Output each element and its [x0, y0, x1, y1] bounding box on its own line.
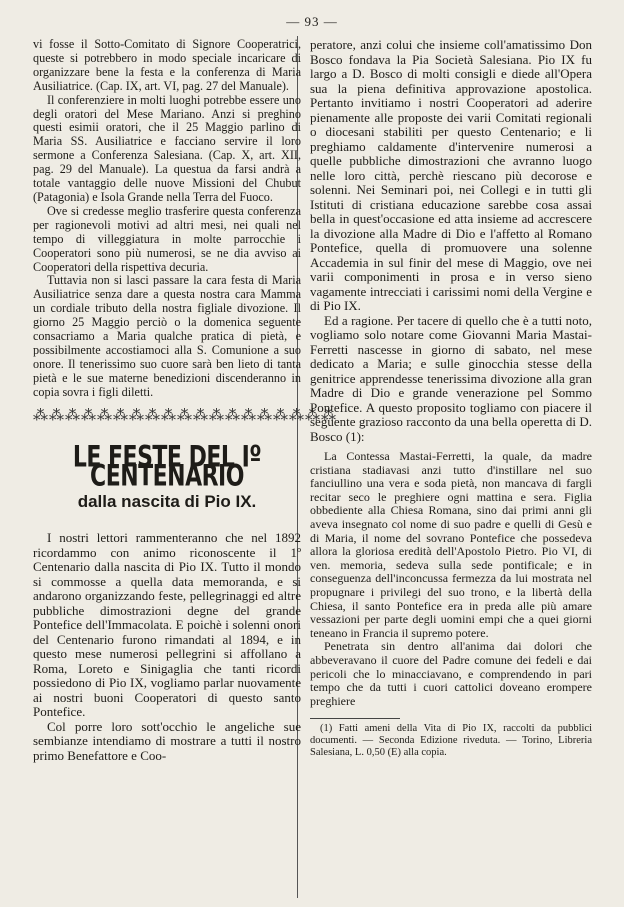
footnote: (1) Fatti ameni della Vita di Pio IX, raccolti da pubblici documenti. — Seconda Edizione riveduta. — Torino, Libreria Salesiana, L. 0,50 (E) alla copia. — [310, 723, 592, 759]
paragraph: I nostri lettori rammenteranno che nel 1892 ricordammo con animo riconoscente il 1º Centenario dalla nascita di Pio IX. Tutto il mondo si commosse a quella data memoranda, e si andarono organizzando feste, pellegrinaggi ed altre pubbliche dimostrazioni degne del grande Pontefice dell'Immacolata. E poichè i solenni onori del Centenario furono rimandati al 1894, e in questo mese numerosi pellegrini si affollano a Roma, Loreto e Sinigaglia che tanti ricordi possiedono di Pio IX, vogliamo parlar nuovamente ai nostri buoni Cooperatori di questo santo Pontefice. — [33, 530, 301, 720]
footnote-rule — [310, 718, 400, 719]
paragraph: Il conferenziere in molti luoghi potrebbe essere uno degli oratori del Mese Mariano. Anzi si preghino questi esimii oratori, che il 25 Maggio parlino di Maria SS. Ausiliatrice e facciano servire il loro sermone a Conferenza Salesiana. (Cap. X, art. XII, pag. 29 del Manuale). La questua da farsi andrà a totale vantaggio delle nuove Missioni del Chubut (Patagonia) e Isola Grande nella Terra del Fuoco. — [33, 92, 301, 204]
left-column — [33, 37, 337, 763]
ornament-divider: ⁂⁂⁂⁂⁂⁂⁂⁂⁂⁂⁂⁂⁂⁂⁂⁂⁂⁂⁂ — [33, 407, 337, 424]
page-number: — 93 — — [286, 14, 338, 29]
quoted-paragraph: Penetrata sin dentro all'anima dai dolori che abbeveravano il cuore del Padre comune dei fedeli e dai pericoli che lo minacciavano, e comprendendo in pari tempo che da tutti i cuori cattolici doveano erompere preghiere — [310, 639, 592, 708]
quoted-paragraph: La Contessa Mastai-Ferretti, la quale, da madre cristiana stadiavasi anzi tutto d'instillare nel suo fanciullino una vera e soda pietà, non mancava di fargli recitar seco le preghiere ogni mattina e sera. Figlia obbediente alla Chiesa Romana, sino dai primi anni gli aveva insegnato col nome di suo padre e quelli di Gesù e di Maria, il nome del sovrano Pontefice che possedeva allora la gloriosa eredità dell'Apostolo Pietro. Pio VI, di ven. memoria, sedeva sulla sede pontificale; e in conseguenza dell'inconcussa fermezza da lui mostrata nel propugnare i privilegi del suo trono, e la libertà della Chiesa, il santo Pontefice era in preda alle più amare vessazioni per parte degli uomini empi che a quei giorni teneano in Francia il supremo potere. — [310, 449, 592, 640]
paragraph: peratore, anzi colui che insieme coll'amatissimo Don Bosco fondava la Pia Società Salesiana. Pio IX fu largo a D. Bosco di molti consigli e diede all'Opera sua la piena definitiva approvazione apostolica. Pertanto invitiamo i nostri Cooperatori ad aderire pienamente alle proposte dei varii Comitati regionali o diocesani stabiliti per questo Centenario; e li preghiamo caldamente d'intervenire numerosi a quelle pubbliche dimostrazioni che avranno luogo nelle loro città, perchè riescano più decorose e solenni. Nei Seminari poi, nei Collegi e in tutti gli Istituti di cristiana educazione sarebbe cosa assai bella in quest'occasione ed atta insieme ad accrescere la divozione alla Madre di Dio e l'affetto al Romano Pontefice, quella di promuovere una solenne Accademia in sul finir del mese di Maggio, ove nei varii componimenti in prosa e in verso sieno vagamente intrecciati i carissimi nomi della Vergine e di Pio IX. — [310, 37, 592, 313]
right-column — [310, 38, 592, 759]
article-subheadline: dalla nascita di Pio IX. — [77, 492, 257, 512]
article-body — [33, 531, 301, 763]
paragraph: Ove si credesse meglio trasferire questa conferenza per ragionevoli motivi ad altri mesi, nei quali nel tempo di villeggiatura in molte parrocchie i Cooperatori sono più numerosi, se ne dia avviso ai Cooperatori della rispettiva decuria. — [33, 203, 301, 274]
paragraph: Tuttavia non si lasci passare la cara festa di Maria Ausiliatrice senza dare a questa nostra cara Mamma un cordiale tributo della nostra figliale divozione. Il giorno 25 Maggio perciò o la domenica seguente consacriamo a Maria qualche pratica di pietà, e possibilmente accostiamoci alla S. Comunione a suo onore. Il tenerissimo suo cuore sarà ben lieto di tanta pietà e le sue materne benedizioni discenderanno in copia sovra i figli diletti. — [33, 273, 301, 399]
paragraph: vi fosse il Sotto-Comitato di Signore Cooperatrici, queste si potrebbero in modo speciale incaricare di organizzare bene la festa e la conferenza di Maria Ausiliatrice. (Cap. IX, art. VI, pag. 27 del Manuale). — [33, 37, 301, 93]
paragraph: Col porre loro sott'occhio le angeliche sue sembianze intendiamo di mostrare a tutti il nostro primo Benefattore e Coo- — [33, 718, 301, 763]
article-headline: LE FESTE DEL Iº CENTENARIO — [72, 440, 262, 494]
paragraph: Ed a ragione. Per tacere di quello che è a tutti noto, vogliamo solo notare come Giovanni Maria Mastai-Ferretti nascesse in giorno di sabato, nel mese dedicato a Maria; e sulle ginocchia stesse della genitrice apprendesse tenerissima divozione alla gran Madre di Dio e grande venerazione pel Sommo Pontefice. A questo proposito togliamo con piacere il seguente grazioso racconto da una bella operetta di D. Bosco (1): — [310, 312, 592, 444]
